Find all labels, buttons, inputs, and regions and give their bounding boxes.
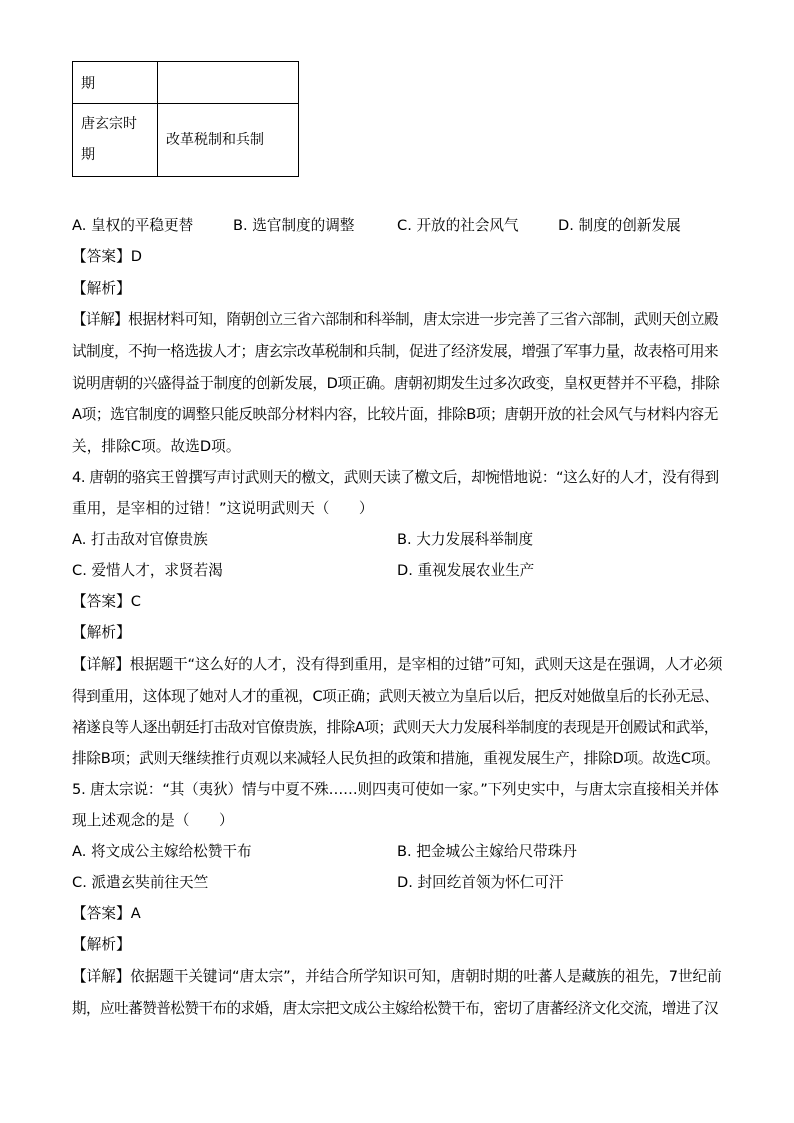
q4-option-a: A. 打击敌对官僚贵族	[72, 531, 208, 548]
q3-analysis-heading: 【解析】	[72, 280, 131, 297]
q3-option-a: A. 皇权的平稳更替	[72, 217, 194, 234]
q4-option-b: B. 大力发展科举制度	[397, 531, 534, 548]
q3-option-b: B. 选官制度的调整	[233, 217, 355, 234]
q5-analysis-heading: 【解析】	[72, 936, 131, 953]
q4-answer: 【答案】C	[72, 593, 142, 610]
table-cell-line: 唐玄宗时	[81, 116, 137, 132]
q4-detail-line: 褚遂良等人逐出朝廷打击敌对官僚贵族，排除A项；武则天大力发展科举制度的表现是开创殿试和武举，	[72, 719, 719, 736]
q4-option-c: C. 爱惜人才，求贤若渴	[72, 562, 223, 579]
q5-detail-line: 期，应吐蕃赞普松赞干布的求婚，唐太宗把文成公主嫁给松赞干布，密切了唐蕃经济文化交流，增进了汉	[72, 1000, 719, 1017]
table-cell-period: 期	[73, 62, 158, 104]
q5-option-c: C. 派遣玄奘前往天竺	[72, 874, 209, 891]
q4-option-d: D. 重视发展农业生产	[397, 562, 535, 579]
q3-answer: 【答案】D	[72, 248, 143, 265]
q5-option-d: D. 封回纥首领为怀仁可汗	[397, 874, 564, 891]
q3-option-d: D. 制度的创新发展	[558, 217, 681, 234]
q4-detail-line: 排除B项；武则天继续推行贞观以来减轻人民负担的政策和措施，重视发展生产，排除D项。故选C项。	[72, 750, 720, 767]
q5-stem-line: 现上述观念的是（ ）	[72, 812, 234, 829]
table-cell-line: 期	[81, 147, 95, 163]
q5-detail-line: 【详解】依据题干关键词“唐太宗”，并结合所学知识可知，唐朝时期的吐蕃人是藏族的祖先，7世纪前	[72, 968, 722, 985]
q4-detail-line: 得到重用，这体现了她对人才的重视，C项正确；武则天被立为皇后以后，把反对她做皇后的长孙无忌、	[72, 688, 719, 705]
table-row	[73, 62, 299, 104]
q3-detail-line: 关，排除C项。故选D项。	[72, 438, 241, 455]
q5-answer: 【答案】A	[72, 905, 141, 922]
q4-detail-line: 【详解】根据题干“这么好的人才，没有得到重用，是宰相的过错”可知，武则天这是在强调，人才必须	[72, 656, 723, 673]
q5-option-b: B. 把金城公主嫁给尺带珠丹	[397, 843, 577, 860]
q4-stem-line: 重用，是宰相的过错！”这说明武则天（ ）	[72, 500, 374, 517]
q5-stem-line: 5. 唐太宗说：“其（夷狄）情与中夏不殊……则四夷可使如一家。”下列史实中，与唐太宗直接相关并体	[72, 781, 719, 798]
q5-option-a: A. 将文成公主嫁给松赞干布	[72, 843, 252, 860]
q3-detail-line: 【详解】根据材料可知，隋朝创立三省六部制和科举制，唐太宗进一步完善了三省六部制，武则天创立殿	[72, 311, 719, 328]
q4-analysis-heading: 【解析】	[72, 624, 131, 641]
table-cell-content	[158, 62, 299, 104]
q3-option-c: C. 开放的社会风气	[397, 217, 519, 234]
table-row	[73, 104, 299, 177]
history-table	[72, 61, 299, 177]
q3-detail-line: 试制度，不拘一格选拔人才；唐玄宗改革税制和兵制，促进了经济发展，增强了军事力量，故表格可用来	[72, 343, 719, 360]
q4-stem-line: 4. 唐朝的骆宾王曾撰写声讨武则天的檄文，武则天读了檄文后，却惋惜地说：“这么好的人才，没有得到	[72, 469, 719, 486]
q3-detail-line: 说明唐朝的兴盛得益于制度的创新发展，D项正确。唐朝初期发生过多次政变，皇权更替并不平稳，排除	[72, 375, 720, 392]
table-cell-content: 改革税制和兵制	[158, 104, 299, 177]
q3-detail-line: A项；选官制度的调整只能反映部分材料内容，比较片面，排除B项；唐朝开放的社会风气与材料内容无	[72, 406, 719, 423]
table-cell-period	[73, 104, 158, 177]
